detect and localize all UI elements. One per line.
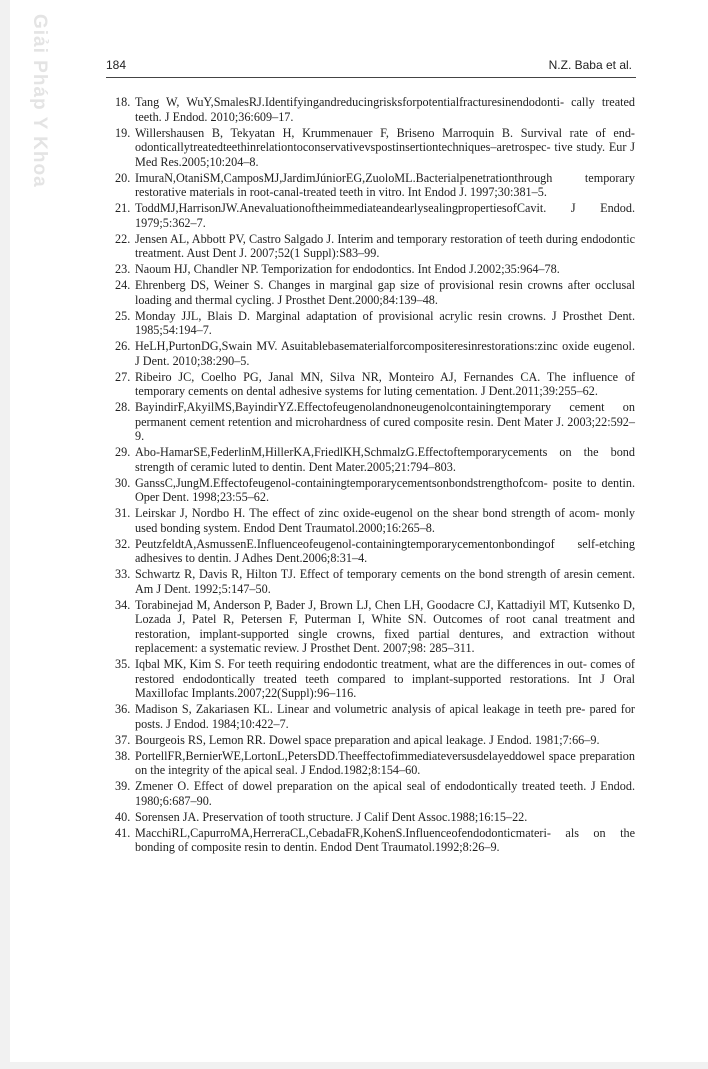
running-head: N.Z. Baba et al. xyxy=(548,58,632,72)
reference-item xyxy=(115,657,635,701)
reference-text: GanssC,JungM.Effectofeugenol-containingtemporarycementsonbondstrengthofcom- posite to dentin. Oper Dent. 1998;23:55–62. xyxy=(135,475,635,504)
reference-text: Jensen AL, Abbott PV, Castro Salgado J. Interim and temporary restoration of teeth during endodontic treatment. Aust Dent J. 2007;52(1 Suppl):S83–99. xyxy=(135,231,635,260)
reference-text: Ehrenberg DS, Weiner S. Changes in marginal gap size of provisional resin crowns after occlusal loading and thermal cycling. J Prosthet Dent.2000;84:139–48. xyxy=(135,278,635,307)
reference-text: Ribeiro JC, Coelho PG, Janal MN, Silva NR, Monteiro AJ, Fernandes CA. The influence of temporary cements on dental adhesive systems for luting cementation. J Dent.2011;39:255–62. xyxy=(135,369,635,398)
reference-text: PeutzfeldtA,AsmussenE.Influenceofeugenol-containingtemporarycementonbondingof self-etching adhesives to dentin. J Adhes Dent.2006;8:31–4. xyxy=(135,536,635,565)
reference-item xyxy=(115,445,635,474)
reference-text: BayindirF,AkyilMS,BayindirYZ.Effectofeugenolandnoneugenolcontainingtemporary cement on permanent cement retention and microhardness of cured composite resin. Dent Mater J. 2003;22:592–9. xyxy=(135,400,635,443)
reference-number: 26. xyxy=(115,339,131,353)
reference-text: Naoum HJ, Chandler NP. Temporization for endodontics. Int Endod J.2002;35:964–78. xyxy=(135,262,560,276)
reference-item xyxy=(115,567,635,596)
reference-list xyxy=(115,95,635,856)
reference-number: 40. xyxy=(115,809,131,824)
reference-item xyxy=(115,400,635,444)
reference-number: 19. xyxy=(115,125,131,140)
reference-number: 20. xyxy=(115,170,131,185)
reference-item xyxy=(115,95,635,124)
watermark: Giải Pháp Y Khoa xyxy=(29,14,50,188)
reference-text: Bourgeois RS, Lemon RR. Dowel space preparation and apical leakage. J Endod. 1981;7:66–9. xyxy=(135,732,600,747)
reference-item xyxy=(115,262,635,277)
reference-item xyxy=(115,749,635,778)
reference-text: Monday JJL, Blais D. Marginal adaptation of provisional acrylic resin crowns. J Prosthet Dent. 1985;54:194–7. xyxy=(135,308,635,337)
reference-item xyxy=(115,702,635,731)
reference-number: 27. xyxy=(115,369,131,384)
reference-text: Zmener O. Effect of dowel preparation on the apical seal of endodontically treated teeth. J Endod. 1980;6:687–90. xyxy=(135,779,635,808)
reference-number: 39. xyxy=(115,779,131,793)
reference-number: 35. xyxy=(115,657,131,671)
reference-item xyxy=(115,733,635,748)
reference-text: Abo-HamarSE,FederlinM,HillerKA,FriedlKH,SchmalzG.Effectoftemporarycements on the bond strength of ceramic luted to dentin. Dent Mater.2005;21:794–803. xyxy=(135,445,635,474)
reference-text: Iqbal MK, Kim S. For teeth requiring endodontic treatment, what are the differences in out- comes of restored endodontically treated teeth compared to implant-supported restorations. Int J Oral Maxillofac Implants.2007;22(Suppl):96–116. xyxy=(135,657,635,700)
reference-text: Schwartz R, Davis R, Hilton TJ. Effect of temporary cements on the bond strength of aresin cement. Am J Dent. 1992;5:147–50. xyxy=(135,567,635,596)
reference-number: 23. xyxy=(115,262,131,276)
reference-item xyxy=(115,278,635,307)
page-number: 184 xyxy=(106,58,127,72)
reference-number: 31. xyxy=(115,506,131,520)
reference-item xyxy=(115,370,635,399)
reference-text: PortellFR,BernierWE,LortonL,PetersDD.Theeffectofimmediateversusdelayeddowel space preparation on the integrity of the apical seal. J Endod.1982;8:154–60. xyxy=(135,748,635,777)
header-rule xyxy=(106,77,636,78)
reference-text: ImuraN,OtaniSM,CamposMJ,JardimJúniorEG,ZuoloML.Bacterialpenetrationthrough temporary restorative materials in root-canal-treated teeth in vitro. Int Endod J. 1997;30:381–5. xyxy=(135,170,635,199)
reference-number: 37. xyxy=(115,732,131,747)
reference-text: Leirskar J, Nordbo H. The effect of zinc oxide-eugenol on the shear bond strength of acom- monly used bonding system. Endod Dent Traumatol.2000;16:265–8. xyxy=(135,506,635,535)
reference-item xyxy=(115,779,635,808)
reference-item xyxy=(115,339,635,368)
reference-item xyxy=(115,126,635,170)
reference-number: 36. xyxy=(115,702,131,716)
reference-number: 28. xyxy=(115,400,131,414)
reference-text: Sorensen JA. Preservation of tooth structure. J Calif Dent Assoc.1988;16:15–22. xyxy=(135,809,528,824)
reference-number: 34. xyxy=(115,597,131,612)
reference-item xyxy=(115,826,635,855)
reference-item xyxy=(115,171,635,200)
reference-item xyxy=(115,506,635,535)
reference-number: 18. xyxy=(115,95,131,109)
reference-item xyxy=(115,476,635,505)
reference-text: ToddMJ,HarrisonJW.AnevaluationoftheimmediateandearlysealingpropertiesofCavit. J Endod. 1979;5:362–7. xyxy=(135,201,635,230)
reference-number: 22. xyxy=(115,231,131,246)
reference-text: Torabinejad M, Anderson P, Bader J, Brown LJ, Chen LH, Goodacre CJ, Kattadiyil MT, Kutsenko D, Lozada J, Patel R, Petersen F, Puterman I, White SN. Outcomes of root canal treatment and restoration, implant-supported single crowns, fixed partial dentures, and extraction without replacement: a systematic review. J Prosthet Dent. 2007;98: 285–311. xyxy=(135,597,635,655)
reference-text: Tang W, WuY,SmalesRJ.Identifyingandreducingrisksforpotentialfracturesinendodonti- cally treated teeth. J Endod. 2010;36:609–17. xyxy=(135,95,635,124)
document-page xyxy=(10,0,708,1062)
reference-text: Willershausen B, Tekyatan H, Krummenauer F, Briseno Marroquin B. Survival rate of end- odonticallytreatedteethinrelationtoconservativevspostinsertiontechniques–aretrospec- tive study. Eur J Med Res.2005;10:204–8. xyxy=(135,125,635,169)
reference-number: 21. xyxy=(115,201,131,215)
reference-item xyxy=(115,598,635,656)
reference-item xyxy=(115,537,635,566)
reference-number: 30. xyxy=(115,475,131,490)
reference-text: MacchiRL,CapurroMA,HerreraCL,CebadaFR,KohenS.Influenceofendodonticmateri- als on the bonding of composite resin to dentin. Endod Dent Traumatol.1992;8:26–9. xyxy=(135,825,635,854)
reference-number: 24. xyxy=(115,278,131,292)
reference-number: 32. xyxy=(115,536,131,551)
reference-number: 38. xyxy=(115,748,131,763)
reference-number: 25. xyxy=(115,308,131,323)
reference-number: 41. xyxy=(115,825,131,840)
reference-number: 29. xyxy=(115,445,131,459)
reference-item xyxy=(115,810,635,825)
reference-item xyxy=(115,232,635,261)
reference-item xyxy=(115,201,635,230)
reference-text: HeLH,PurtonDG,Swain MV. Asuitablebasematerialforcompositeresinrestorations:zinc oxide eugenol. J Dent. 2010;38:290–5. xyxy=(135,339,635,368)
reference-number: 33. xyxy=(115,567,131,581)
reference-text: Madison S, Zakariasen KL. Linear and volumetric analysis of apical leakage in teeth pre- pared for posts. J Endod. 1984;10:422–7. xyxy=(135,702,635,731)
reference-item xyxy=(115,309,635,338)
